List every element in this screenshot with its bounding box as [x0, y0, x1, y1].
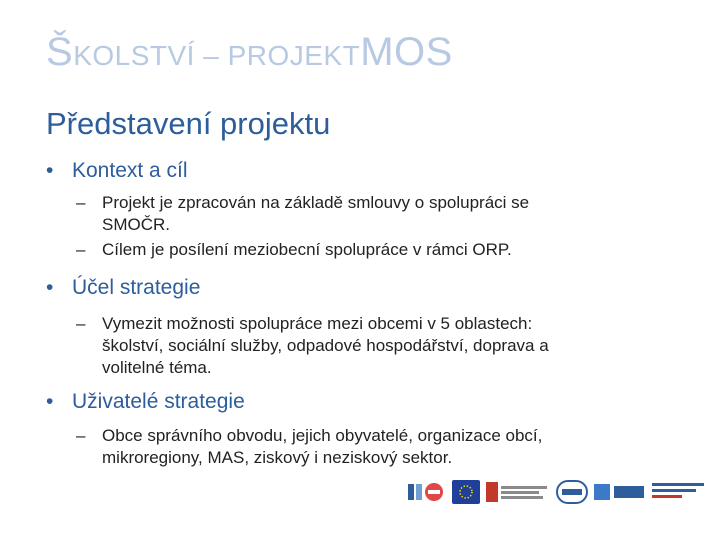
item-line: Projekt je zpracován na základě smlouvy o spolupráci se: [102, 193, 530, 212]
section-heading: Kontext a cíl: [72, 159, 188, 182]
section-heading: Účel strategie: [72, 276, 201, 299]
item-line: Obce správního obvodu, jejich obyvatelé, organizace obcí,: [102, 426, 543, 445]
footer-logos: [408, 478, 706, 506]
list-item: [46, 239, 686, 261]
dash-icon: –: [76, 426, 86, 445]
section-purpose: [46, 275, 686, 301]
bullet-icon: •: [46, 276, 54, 299]
smo-logo: [556, 480, 588, 504]
list-item: [46, 425, 686, 469]
bullet-content: [46, 150, 686, 469]
title-mos: MOS: [360, 30, 453, 74]
item-line: mikroregiony, MAS, ziskový i neziskový sektor.: [102, 448, 453, 467]
title-letter-s: Š: [46, 30, 74, 74]
dash-icon: –: [76, 193, 86, 212]
list-item: [46, 313, 686, 379]
dash-icon: –: [76, 314, 86, 333]
slide-title: [46, 30, 453, 75]
bullet-icon: •: [46, 390, 54, 413]
section-users: [46, 389, 686, 415]
partner-logo: [594, 480, 646, 504]
item-line: Cílem je posílení meziobecní spolupráce v rámci ORP.: [102, 240, 512, 259]
item-line: SMOČR.: [102, 215, 170, 234]
eu-flag-logo: [452, 480, 480, 504]
item-line: Vymezit možnosti spolupráce mezi obcemi v 5 oblastech:: [102, 314, 533, 333]
slide-subtitle: Představení projektu: [46, 106, 331, 141]
section-context: [46, 158, 686, 184]
bullet-icon: •: [46, 159, 54, 182]
oplzz-logo: [486, 480, 550, 504]
esf-logo: [408, 480, 446, 504]
section-heading: Uživatelé strategie: [72, 390, 245, 413]
item-line: školství, sociální služby, odpadové hospodářství, doprava a: [102, 336, 549, 355]
list-item: [46, 192, 686, 236]
podporujeme-logo: [652, 480, 706, 504]
dash-icon: –: [76, 240, 86, 259]
item-line: volitelné téma.: [102, 358, 212, 377]
title-main: KOLSTVÍ – PROJEKT: [73, 40, 361, 71]
